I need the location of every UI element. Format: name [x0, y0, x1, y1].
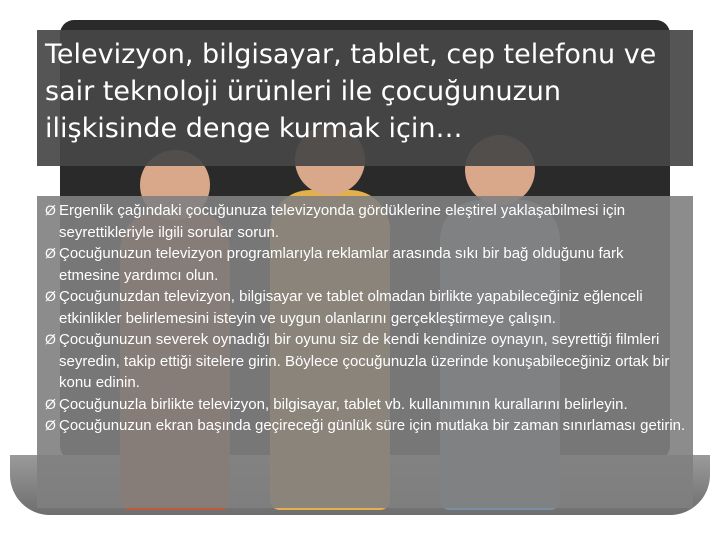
bullet-text: Çocuğunuzdan televizyon, bilgisayar ve tablet olmadan birlikte yapabileceğiniz eğlenceli etkinlikler belirlemesini isteyin ve uygun olanlarını gerçekleştirmeye çalışın.: [59, 288, 643, 327]
arrow-bullet-icon: Ø: [45, 395, 56, 412]
bullet-item: [45, 286, 687, 329]
bullet-item: [45, 243, 687, 286]
arrow-bullet-icon: Ø: [45, 417, 56, 433]
arrow-bullet-icon: Ø: [45, 202, 56, 218]
bullet-item: [45, 394, 687, 416]
arrow-bullet-icon: Ø: [45, 288, 56, 304]
bullet-text: Çocuğunuzla birlikte televizyon, bilgisayar, tablet vb. kullanımının kurallarını belirleyin.: [59, 395, 628, 413]
content-panel: [37, 196, 693, 508]
title-panel: [37, 30, 693, 166]
slide-title: Televizyon, bilgisayar, tablet, cep telefonu ve sair teknoloji ürünleri ile çocuğunuzun ilişkisinde denge kurmak için…: [45, 39, 657, 144]
bullet-item: [45, 329, 687, 394]
bullet-text: Çocuğunuzun ekran başında geçireceği günlük süre için mutlaka bir zaman sınırlaması getirin.: [59, 417, 686, 434]
bullet-item: [45, 200, 687, 243]
bullet-text: Ergenlik çağındaki çocuğunuza televizyonda gördüklerine eleştirel yaklaşabilmesi için seyrettikleriyle ilgili sorular sorun.: [59, 202, 626, 241]
arrow-bullet-icon: Ø: [45, 331, 56, 347]
bullet-item: [45, 415, 687, 437]
bullet-text: Çocuğunuzun severek oynadığı bir oyunu siz de kendi kendinize oynayın, seyrettiği filmleri seyredin, takip ettiği sitelere girin. Böylece çocuğunuzla üzerinde konuşabileceğiniz ortak bir konu edinin.: [59, 331, 670, 391]
bullet-list: [37, 196, 693, 437]
arrow-bullet-icon: Ø: [45, 245, 56, 261]
bullet-text: Çocuğunuzun televizyon programlarıyla reklamlar arasında sıkı bir bağ olduğunu fark etmesine yardımcı olun.: [59, 245, 624, 284]
